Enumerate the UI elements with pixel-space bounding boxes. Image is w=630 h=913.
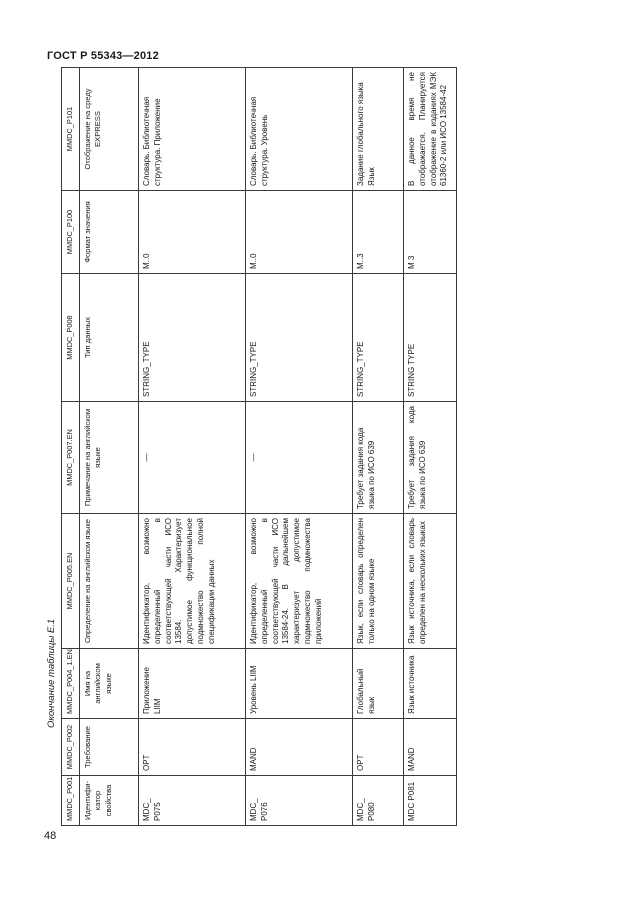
cell-format: M..0 — [139, 191, 246, 274]
cell-format: M 3 — [404, 191, 457, 274]
code-cell: MMDC_P008 — [62, 274, 80, 402]
standard-title: ГОСТ Р 55343—2012 — [47, 50, 159, 62]
code-cell: MMDC_P007.EN — [62, 402, 80, 514]
table-caption: Окончание таблицы Е.1 — [46, 618, 57, 728]
column-header: Определение на английском языке — [80, 514, 139, 649]
cell-name: Язык источника — [404, 649, 457, 719]
code-cell: MMDC_P002 — [62, 719, 80, 776]
cell-name: Приложение LIIM — [139, 649, 246, 719]
cell-name: Уровень LIIM — [246, 649, 353, 719]
header-row — [80, 68, 139, 826]
cell-definition: Язык источника, если словарь определен на нескольких языках — [404, 514, 457, 649]
cell-express: Словарь. Библиотечная структура. Приложение — [139, 68, 246, 191]
column-header: Формат значения — [80, 191, 139, 274]
table-row — [353, 68, 404, 826]
cell-id: MDC_ P075 — [139, 776, 246, 826]
column-header: Идентифи-катор свойства — [80, 776, 139, 826]
cell-note: Требует задания кода языка по ИСО 639 — [404, 402, 457, 514]
page-number: 48 — [44, 830, 57, 842]
table-row — [246, 68, 353, 826]
cell-express: В данное время не отображается. Планируется отображение в изданиях МЭК 61360-2 или ИСО 13584-42 — [404, 68, 457, 191]
cell-id: MDC P081 — [404, 776, 457, 826]
cell-req: MAND — [246, 719, 353, 776]
cell-id: MDC_ P076 — [246, 776, 353, 826]
cell-type: STRING TYPE — [404, 274, 457, 402]
cell-definition: Идентификатор, возможно определенный в соответствующей части ИСО 13584. Характеризует допустимое функциональное подмножество полной спецификации данных — [139, 514, 246, 649]
cell-note: Требует задания кода языка по ИСО 639 — [353, 402, 404, 514]
code-cell: MMDC_P001 — [62, 776, 80, 826]
column-header: Отображение на среду EXPRESS — [80, 68, 139, 191]
code-cell: MMDC_P005.EN — [62, 514, 80, 649]
code-cell: MMDC_P100 — [62, 191, 80, 274]
cell-note: — — [139, 402, 246, 514]
cell-express: Словарь. Библиотечная структура. Уровень — [246, 68, 353, 191]
cell-format: M..3 — [353, 191, 404, 274]
column-header: Требование — [80, 719, 139, 776]
cell-note: — — [246, 402, 353, 514]
cell-type: STRING_TYPE — [139, 274, 246, 402]
table-row — [404, 68, 457, 826]
code-cell: MMDC_P101 — [62, 68, 80, 191]
cell-express: Задание глобального языка Язык — [353, 68, 404, 191]
cell-req: OPT — [353, 719, 404, 776]
cell-req: MAND — [404, 719, 457, 776]
cell-definition: Язык, если словарь определен только на одном языке — [353, 514, 404, 649]
column-header: Примечание на английском языке — [80, 402, 139, 514]
cell-type: STRING_TYPE — [353, 274, 404, 402]
cell-definition: Идентификатор, возможно определенный в соответствующей части ИСО 13584-24. В дальнейшем характеризует допустимое подмножество подмножества приложений — [246, 514, 353, 649]
properties-table — [61, 67, 457, 826]
column-header: Тип данных — [80, 274, 139, 402]
table-row — [139, 68, 246, 826]
cell-id: MDC_ P080 — [353, 776, 404, 826]
cell-format: M..0 — [246, 191, 353, 274]
column-header: Имя на английском языке — [80, 649, 139, 719]
cell-req: OPT — [139, 719, 246, 776]
cell-type: STRING_TYPE — [246, 274, 353, 402]
code-cell: MMDC_P004_1.EN — [62, 649, 80, 719]
code-row — [62, 68, 80, 826]
cell-name: Глобальный язык — [353, 649, 404, 719]
